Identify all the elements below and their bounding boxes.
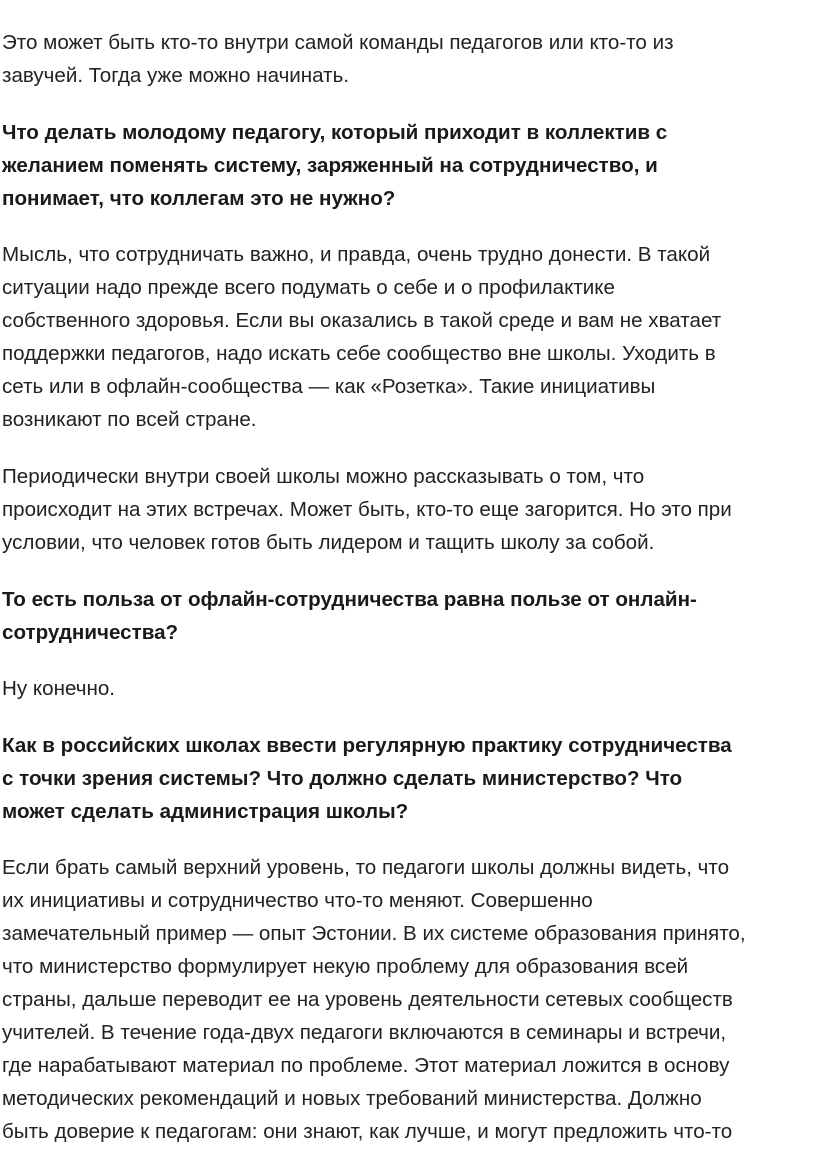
text-line: что министерство формулирует некую проблему для образования всей <box>2 955 689 978</box>
question-line: То есть польза от офлайн-сотрудничества равна пользе от онлайн- <box>2 588 697 611</box>
question-line: Что делать молодому педагогу, который приходит в коллектив с <box>2 121 668 144</box>
article-body <box>2 26 814 1172</box>
paragraph-estonia-example <box>2 851 814 1148</box>
question-line: с точки зрения системы? Что должно сделать министерство? Что <box>2 767 683 790</box>
paragraph-community-advice <box>2 238 814 436</box>
text-line: Это может быть кто-то внутри самой команды педагогов или кто-то из <box>2 31 674 54</box>
text-line: где нарабатывают материал по проблеме. Этот материал ложится в основу <box>2 1054 730 1077</box>
text-line: сеть или в офлайн-сообщества — как «Розетка». Такие инициативы <box>2 375 656 398</box>
text-line: Периодически внутри своей школы можно рассказывать о том, что <box>2 465 645 488</box>
text-line: их инициативы и сотрудничество что-то меняют. Совершенно <box>2 889 593 912</box>
question-line: понимает, что коллегам это не нужно? <box>2 187 396 210</box>
question-line: Как в российских школах ввести регулярную практику сотрудничества <box>2 734 732 757</box>
paragraph-share-meetings <box>2 460 814 559</box>
text-line: возникают по всей стране. <box>2 408 257 431</box>
text-line: страны, дальше переводит ее на уровень деятельности сетевых сообществ <box>2 988 733 1011</box>
text-line: Мысль, что сотрудничать важно, и правда, очень трудно донести. В такой <box>2 243 711 266</box>
paragraph-start-condition <box>2 26 814 92</box>
text-line: завучей. Тогда уже можно начинать. <box>2 64 350 87</box>
text-line: поддержки педагогов, надо искать себе сообщество вне школы. Уходить в <box>2 342 716 365</box>
paragraph-answer-of-course <box>2 672 814 705</box>
question-offline-vs-online <box>2 583 814 649</box>
text-line: методических рекомендаций и новых требований министерства. Должно <box>2 1087 702 1110</box>
text-line: происходит на этих встречах. Может быть, кто-то еще загорится. Но это при <box>2 498 732 521</box>
question-line: может сделать администрация школы? <box>2 800 409 823</box>
text-line: учителей. В течение года-двух педагоги включаются в семинары и встречи, <box>2 1021 727 1044</box>
question-line: сотрудничества? <box>2 621 179 644</box>
text-line: условии, что человек готов быть лидером и тащить школу за собой. <box>2 531 655 554</box>
question-line: желанием поменять систему, заряженный на сотрудничество, и <box>2 154 658 177</box>
text-line: замечательный пример — опыт Эстонии. В их системе образования принято, <box>2 922 746 945</box>
text-line: быть доверие к педагогам: они знают, как лучше, и могут предложить что-то <box>2 1120 733 1143</box>
text-line: ситуации надо прежде всего подумать о себе и о профилактике <box>2 276 615 299</box>
text-line: собственного здоровья. Если вы оказались в такой среде и вам не хватает <box>2 309 722 332</box>
text-line: Ну конечно. <box>2 677 116 700</box>
text-line: Если брать самый верхний уровень, то педагоги школы должны видеть, что <box>2 856 730 879</box>
question-system-practice <box>2 729 814 828</box>
question-young-teacher <box>2 116 814 215</box>
